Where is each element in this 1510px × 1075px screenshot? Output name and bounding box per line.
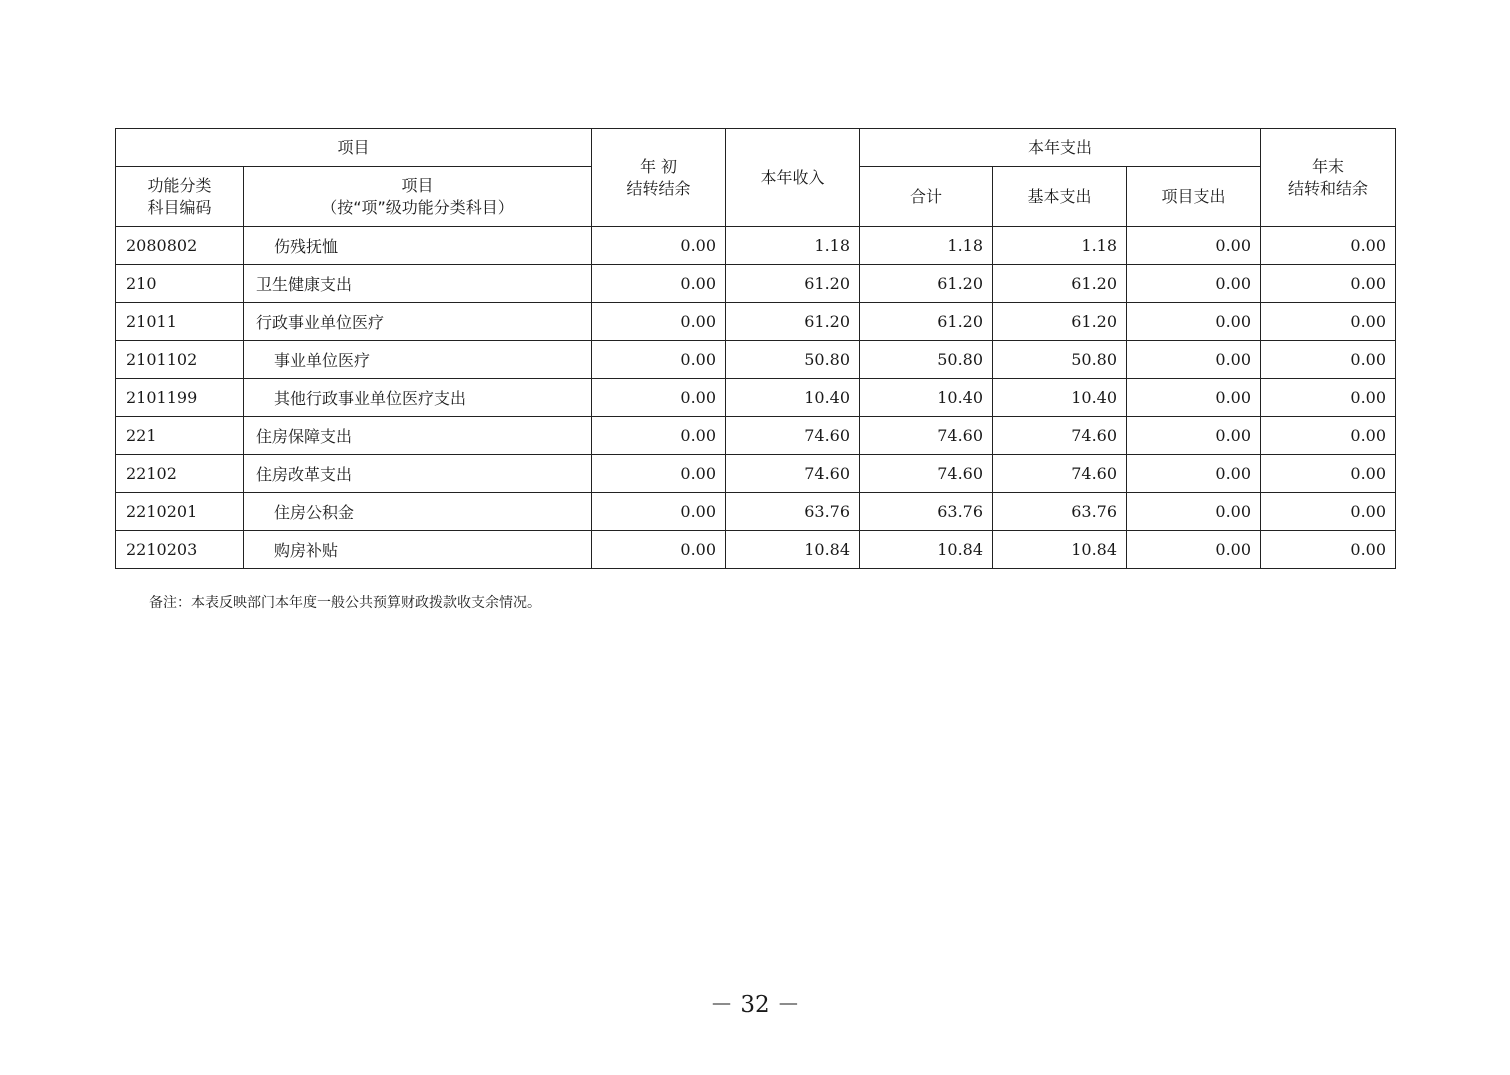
header-end-line2: 结转和结余 — [1288, 178, 1369, 198]
table-row — [116, 265, 1396, 303]
cell-name: 行政事业单位医疗 — [244, 303, 592, 341]
header-begin-balance — [592, 129, 726, 227]
cell-begin-balance: 0.00 — [592, 265, 726, 303]
header-end-balance — [1261, 129, 1396, 227]
table-row — [116, 493, 1396, 531]
header-item: 项目 — [116, 129, 592, 167]
cell-basic: 63.76 — [993, 493, 1127, 531]
cell-total: 61.20 — [860, 265, 993, 303]
header-expense: 本年支出 — [860, 129, 1261, 167]
cell-income: 74.60 — [726, 417, 860, 455]
cell-code: 2080802 — [116, 227, 244, 265]
cell-name: 住房改革支出 — [244, 455, 592, 493]
header-name-line1: 项目 — [401, 175, 434, 195]
cell-basic: 74.60 — [993, 455, 1127, 493]
cell-begin-balance: 0.00 — [592, 303, 726, 341]
header-end-line1: 年末 — [1312, 156, 1345, 176]
budget-table — [115, 128, 1396, 569]
cell-project: 0.00 — [1127, 303, 1261, 341]
cell-code: 2210201 — [116, 493, 244, 531]
cell-begin-balance: 0.00 — [592, 379, 726, 417]
cell-name: 伤残抚恤 — [244, 227, 592, 265]
cell-end-balance: 0.00 — [1261, 265, 1396, 303]
cell-income: 10.40 — [726, 379, 860, 417]
table-row — [116, 455, 1396, 493]
cell-code: 2210203 — [116, 531, 244, 569]
cell-begin-balance: 0.00 — [592, 341, 726, 379]
header-project: 项目支出 — [1127, 167, 1261, 227]
cell-end-balance: 0.00 — [1261, 493, 1396, 531]
header-code-line1: 功能分类 — [147, 175, 212, 195]
table-row — [116, 303, 1396, 341]
header-begin-line2: 结转结余 — [626, 178, 691, 198]
header-total: 合计 — [860, 167, 993, 227]
cell-code: 221 — [116, 417, 244, 455]
cell-code: 2101102 — [116, 341, 244, 379]
cell-total: 1.18 — [860, 227, 993, 265]
cell-basic: 10.40 — [993, 379, 1127, 417]
header-name-line2: （按“项”级功能分类科目） — [321, 197, 514, 217]
cell-income: 10.84 — [726, 531, 860, 569]
cell-end-balance: 0.00 — [1261, 341, 1396, 379]
cell-begin-balance: 0.00 — [592, 227, 726, 265]
cell-project: 0.00 — [1127, 455, 1261, 493]
cell-begin-balance: 0.00 — [592, 493, 726, 531]
cell-end-balance: 0.00 — [1261, 379, 1396, 417]
cell-end-balance: 0.00 — [1261, 303, 1396, 341]
cell-basic: 1.18 — [993, 227, 1127, 265]
table-note: 备注：本表反映部门本年度一般公共预算财政拨款收支余情况。 — [149, 595, 541, 611]
cell-total: 74.60 — [860, 417, 993, 455]
header-row-1 — [116, 129, 1396, 167]
cell-income: 63.76 — [726, 493, 860, 531]
table-body — [116, 227, 1396, 569]
header-basic: 基本支出 — [993, 167, 1127, 227]
cell-end-balance: 0.00 — [1261, 531, 1396, 569]
cell-income: 1.18 — [726, 227, 860, 265]
cell-basic: 50.80 — [993, 341, 1127, 379]
cell-income: 61.20 — [726, 265, 860, 303]
cell-total: 63.76 — [860, 493, 993, 531]
cell-total: 74.60 — [860, 455, 993, 493]
cell-name: 住房保障支出 — [244, 417, 592, 455]
cell-code: 2101199 — [116, 379, 244, 417]
cell-total: 50.80 — [860, 341, 993, 379]
cell-total: 61.20 — [860, 303, 993, 341]
cell-basic: 74.60 — [993, 417, 1127, 455]
cell-project: 0.00 — [1127, 265, 1261, 303]
cell-begin-balance: 0.00 — [592, 417, 726, 455]
header-code-line2: 科目编码 — [147, 197, 212, 217]
cell-project: 0.00 — [1127, 341, 1261, 379]
cell-end-balance: 0.00 — [1261, 455, 1396, 493]
cell-code: 210 — [116, 265, 244, 303]
table-row — [116, 379, 1396, 417]
cell-end-balance: 0.00 — [1261, 417, 1396, 455]
cell-total: 10.40 — [860, 379, 993, 417]
cell-income: 61.20 — [726, 303, 860, 341]
cell-basic: 61.20 — [993, 265, 1127, 303]
cell-basic: 61.20 — [993, 303, 1127, 341]
cell-name: 其他行政事业单位医疗支出 — [244, 379, 592, 417]
cell-project: 0.00 — [1127, 531, 1261, 569]
cell-income: 74.60 — [726, 455, 860, 493]
cell-code: 21011 — [116, 303, 244, 341]
cell-project: 0.00 — [1127, 493, 1261, 531]
header-code — [116, 167, 244, 227]
table-row — [116, 417, 1396, 455]
header-name — [244, 167, 592, 227]
cell-code: 22102 — [116, 455, 244, 493]
cell-basic: 10.84 — [993, 531, 1127, 569]
cell-name: 住房公积金 — [244, 493, 592, 531]
page-number: － 32 － — [710, 992, 800, 1018]
cell-name: 卫生健康支出 — [244, 265, 592, 303]
cell-income: 50.80 — [726, 341, 860, 379]
cell-name: 购房补贴 — [244, 531, 592, 569]
table-row — [116, 531, 1396, 569]
table-row — [116, 227, 1396, 265]
cell-begin-balance: 0.00 — [592, 531, 726, 569]
header-begin-line1: 年 初 — [639, 156, 678, 176]
cell-end-balance: 0.00 — [1261, 227, 1396, 265]
cell-project: 0.00 — [1127, 417, 1261, 455]
cell-name: 事业单位医疗 — [244, 341, 592, 379]
header-income: 本年收入 — [726, 129, 860, 227]
cell-project: 0.00 — [1127, 227, 1261, 265]
table-row — [116, 341, 1396, 379]
cell-total: 10.84 — [860, 531, 993, 569]
cell-project: 0.00 — [1127, 379, 1261, 417]
cell-begin-balance: 0.00 — [592, 455, 726, 493]
